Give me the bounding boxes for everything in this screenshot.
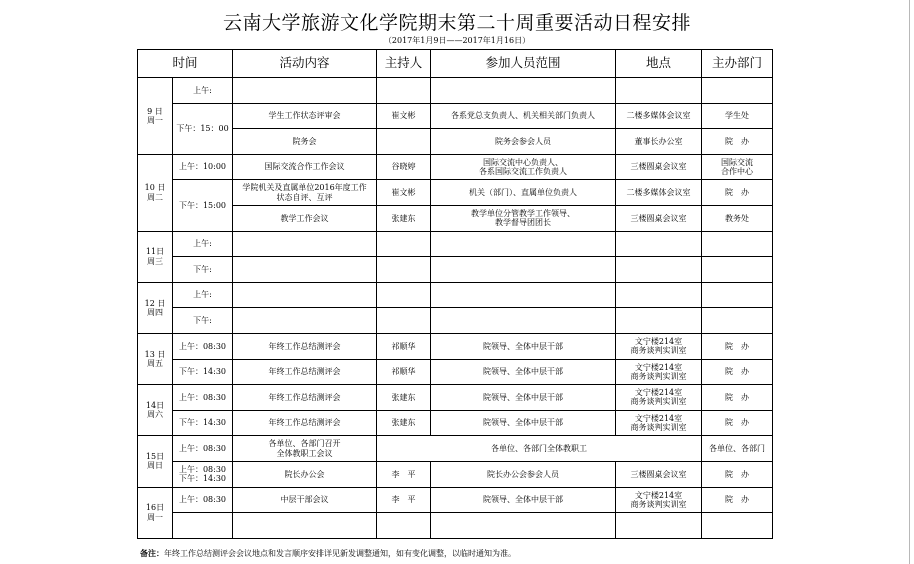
organizer-cell: 国际交流 合作中心 (702, 154, 773, 180)
host-cell (377, 513, 431, 539)
host-cell (377, 231, 431, 257)
day-cell: 9 日 周一 (138, 78, 173, 155)
participants-cell: 院领导、全体中层干部 (431, 410, 616, 436)
organizer-cell: 院 办 (702, 333, 773, 359)
organizer-cell (702, 513, 773, 539)
host-cell: 祁顺华 (377, 333, 431, 359)
location-cell: 三楼圆桌会议室 (616, 461, 702, 487)
participants-cell (431, 513, 616, 539)
table-row (138, 231, 773, 257)
organizer-cell: 教务处 (702, 205, 773, 231)
location-cell (616, 282, 702, 308)
organizer-cell: 各单位、各部门 (702, 436, 773, 462)
location-cell: 三楼圆桌会议室 (616, 205, 702, 231)
participants-cell: 机关（部门）、直属单位负责人 (431, 180, 616, 206)
content-cell: 年终工作总结测评会 (233, 359, 377, 385)
content-cell (233, 231, 377, 257)
period-cell: 下午：15:00 (173, 180, 233, 231)
footnote-text: 年终工作总结测评会会议地点和发言顺序安排详见新发调整通知，如有变化调整，以临时通知为准。 (164, 549, 516, 558)
day-cell: 13 日 周五 (138, 333, 173, 384)
location-cell: 二楼多媒体会议室 (616, 180, 702, 206)
period-cell: 下午：15：00 (173, 103, 233, 154)
period-cell: 上午：08:30 下午：14:30 (173, 461, 233, 487)
host-cell: 崔文彬 (377, 180, 431, 206)
host-cell: 祁顺华 (377, 359, 431, 385)
period-cell: 上午：08:30 (173, 385, 233, 411)
location-cell: 文宁楼214室 商务谈判实训室 (616, 359, 702, 385)
organizer-cell: 院 办 (702, 385, 773, 411)
participants-cell: 院务会参会人员 (431, 129, 616, 155)
participants-cell (431, 282, 616, 308)
location-cell: 文宁楼214室 商务谈判实训室 (616, 333, 702, 359)
participants-cell (431, 308, 616, 334)
content-cell: 学院机关及直属单位2016年度工作 状态自评、互评 (233, 180, 377, 206)
page-edge-line (909, 0, 910, 564)
location-cell: 文宁楼214室 商务谈判实训室 (616, 487, 702, 513)
content-cell (233, 513, 377, 539)
organizer-cell: 院 办 (702, 487, 773, 513)
host-cell: 张建东 (377, 410, 431, 436)
organizer-cell (702, 257, 773, 283)
header-organizer: 主办部门 (702, 50, 773, 78)
location-cell: 三楼圆桌会议室 (616, 154, 702, 180)
period-cell: 上午：08:30 (173, 333, 233, 359)
header-location: 地点 (616, 50, 702, 78)
period-cell: 下午: (173, 308, 233, 334)
table-row (138, 103, 773, 129)
period-cell (173, 513, 233, 539)
table-row (138, 461, 773, 487)
day-cell: 16日 周一 (138, 487, 173, 538)
table-row (138, 513, 773, 539)
schedule-table (137, 49, 773, 539)
content-cell (233, 257, 377, 283)
table-row (138, 282, 773, 308)
content-cell: 院务会 (233, 129, 377, 155)
organizer-cell: 院 办 (702, 180, 773, 206)
content-cell: 院长办公会 (233, 461, 377, 487)
table-row (138, 410, 773, 436)
period-cell: 下午：14:30 (173, 359, 233, 385)
day-cell: 12 日 周四 (138, 282, 173, 333)
content-cell: 中层干部会议 (233, 487, 377, 513)
location-cell: 二楼多媒体会议室 (616, 103, 702, 129)
location-cell (616, 257, 702, 283)
content-cell: 国际交流合作工作会议 (233, 154, 377, 180)
table-row (138, 129, 773, 155)
participants-cell (431, 78, 616, 104)
table-row (138, 487, 773, 513)
content-cell: 年终工作总结测评会 (233, 385, 377, 411)
host-cell: 谷晓婷 (377, 154, 431, 180)
organizer-cell (702, 231, 773, 257)
table-row (138, 180, 773, 206)
header-content: 活动内容 (233, 50, 377, 78)
table-row (138, 436, 773, 462)
location-cell (616, 513, 702, 539)
organizer-cell: 院 办 (702, 410, 773, 436)
period-cell: 上午：08:30 (173, 436, 233, 462)
day-cell: 15日 周日 (138, 436, 173, 487)
participants-cell (431, 231, 616, 257)
table-row (138, 257, 773, 283)
host-cell: 张建东 (377, 385, 431, 411)
header-host: 主持人 (377, 50, 431, 78)
host-cell (377, 78, 431, 104)
organizer-cell: 院 办 (702, 129, 773, 155)
content-cell: 年终工作总结测评会 (233, 333, 377, 359)
host-cell (377, 129, 431, 155)
table-row (138, 308, 773, 334)
participants-cell: 各单位、各部门全体教职工 (377, 436, 702, 462)
host-cell: 李 平 (377, 461, 431, 487)
host-cell: 崔文彬 (377, 103, 431, 129)
period-cell: 上午：08:30 (173, 487, 233, 513)
table-row (138, 78, 773, 104)
content-cell (233, 78, 377, 104)
location-cell: 文宁楼214室 商务谈判实训室 (616, 410, 702, 436)
table-row (138, 205, 773, 231)
period-cell: 下午：14:30 (173, 410, 233, 436)
host-cell: 李 平 (377, 487, 431, 513)
location-cell (616, 78, 702, 104)
period-cell: 上午: (173, 231, 233, 257)
organizer-cell (702, 78, 773, 104)
organizer-cell (702, 308, 773, 334)
table-row (138, 359, 773, 385)
location-cell (616, 308, 702, 334)
period-cell: 上午: (173, 282, 233, 308)
period-cell: 下午: (173, 257, 233, 283)
header-time: 时间 (138, 50, 233, 78)
table-row (138, 385, 773, 411)
host-cell (377, 282, 431, 308)
organizer-cell: 院 办 (702, 461, 773, 487)
period-cell: 上午：10:00 (173, 154, 233, 180)
date-range-subtitle: （2017年1月9日——2017年1月16日） (383, 36, 531, 45)
location-cell: 董事长办公室 (616, 129, 702, 155)
header-row (138, 50, 773, 78)
footnote-label: 备注： (140, 548, 164, 558)
host-cell (377, 308, 431, 334)
location-cell (616, 231, 702, 257)
content-cell: 教学工作会议 (233, 205, 377, 231)
organizer-cell: 学生处 (702, 103, 773, 129)
location-cell: 文宁楼214室 商务谈判实训室 (616, 385, 702, 411)
participants-cell: 国际交流中心负责人、 各系国际交流工作负责人 (431, 154, 616, 180)
host-cell (377, 257, 431, 283)
footnote (140, 548, 516, 559)
content-cell: 各单位、各部门召开 全体教职工会议 (233, 436, 377, 462)
period-cell: 上午: (173, 78, 233, 104)
participants-cell: 院领导、全体中层干部 (431, 333, 616, 359)
organizer-cell (702, 282, 773, 308)
day-cell: 14日 周六 (138, 385, 173, 436)
content-cell: 学生工作状态评审会 (233, 103, 377, 129)
content-cell (233, 308, 377, 334)
day-cell: 10 日 周二 (138, 154, 173, 231)
participants-cell: 院长办公会参会人员 (431, 461, 616, 487)
participants-cell: 院领导、全体中层干部 (431, 487, 616, 513)
header-participants: 参加人员范围 (431, 50, 616, 78)
content-cell (233, 282, 377, 308)
page-title: 云南大学旅游文化学院期末第二十周重要活动日程安排 (222, 12, 691, 34)
content-cell: 年终工作总结测评会 (233, 410, 377, 436)
host-cell: 张建东 (377, 205, 431, 231)
participants-cell: 院领导、全体中层干部 (431, 385, 616, 411)
participants-cell (431, 257, 616, 283)
table-row (138, 333, 773, 359)
participants-cell: 院领导、全体中层干部 (431, 359, 616, 385)
participants-cell: 教学单位分管教学工作领导、 教学督导团团长 (431, 205, 616, 231)
table-row (138, 154, 773, 180)
participants-cell: 各系党总支负责人、机关相关部门负责人 (431, 103, 616, 129)
day-cell: 11日 周三 (138, 231, 173, 282)
organizer-cell: 院 办 (702, 359, 773, 385)
